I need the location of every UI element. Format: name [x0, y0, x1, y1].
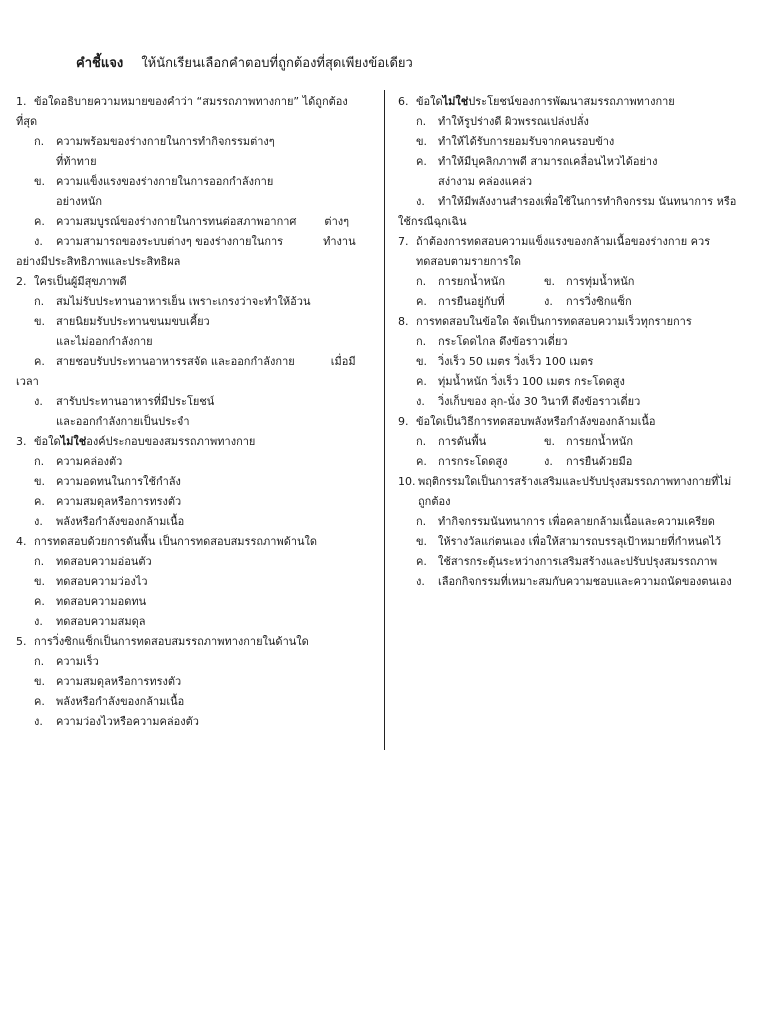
question-number: 5. [16, 635, 27, 648]
question-text: การทดสอบในข้อใด จัดเป็นการทดสอบความเร็วทุกรายการ [416, 315, 692, 328]
question-9 [398, 412, 760, 472]
question-8 [398, 312, 760, 412]
question-text: ใครเป็นผู้มีสุขภาพดี [34, 275, 127, 288]
question-number: 3. [16, 435, 27, 448]
option-row-cd [398, 452, 760, 472]
question-5 [16, 632, 372, 732]
option-a[interactable]: ก. ทดสอบความอ่อนตัว [34, 555, 152, 568]
question-text: ข้อใดเป็นวิธีการทดสอบพลังหรือกำลังของกล้ามเนื้อ [416, 415, 656, 428]
instructions-header [76, 52, 413, 73]
option-b[interactable]: ข. ความแข็งแรงของร่างกายในการออกกำลังกาย [34, 175, 274, 188]
question-number: 8. [398, 315, 409, 328]
option-d-cont: และออกกำลังกายเป็นประจำ [56, 415, 190, 428]
question-text: ข้อใดไม่ใช่องค์ประกอบของสมรรถภาพทางกาย [34, 435, 256, 448]
question-2 [16, 272, 372, 432]
option-c[interactable]: ค. การยืนอยู่กับที่ [416, 295, 505, 308]
question-text: ถ้าต้องการทดสอบความแข็งแรงของกล้ามเนื้อของร่างกาย ควร [416, 235, 711, 248]
option-c[interactable]: ค. ทำให้มีบุคลิกภาพดี สามารถเคลื่อนไหวได้อย่าง [416, 155, 658, 168]
option-row-cd [398, 292, 760, 312]
option-b[interactable]: ข. วิ่งเร็ว 50 เมตร วิ่งเร็ว 100 เมตร [416, 355, 594, 368]
option-a[interactable]: ก. ความพร้อมของร่างกายในการทำกิจกรรมต่างๆ [34, 135, 275, 148]
question-text: ข้อใดไม่ใช่ประโยชน์ของการพัฒนาสมรรถภาพทางกาย [416, 95, 675, 108]
option-d-cont: อย่างมีประสิทธิภาพและประสิทธิผล [16, 255, 181, 268]
option-b[interactable]: ข. ทดสอบความว่องไว [34, 575, 148, 588]
option-d[interactable]: ง. วิ่งเก็บของ ลุก-นั่ง 30 วินาที ดึงข้อราวเดี่ยว [416, 395, 641, 408]
option-b-cont: และไม่ออกกำลังกาย [56, 335, 153, 348]
option-b[interactable]: ข. การยกน้ำหนัก [544, 435, 633, 448]
option-a-cont: ที่ท้าทาย [56, 155, 97, 168]
question-7 [398, 232, 760, 312]
option-c[interactable]: ค. การกระโดดสูง [416, 455, 508, 468]
option-b[interactable]: ข. สายนิยมรับประทานขนมขบเคี้ยว [34, 315, 210, 328]
option-a[interactable]: ก. การดันพื้น [416, 435, 487, 448]
question-text-cont: ที่สุด [16, 115, 38, 128]
question-1 [16, 92, 372, 272]
option-d[interactable]: ง. ทำให้มีพลังงานสำรองเพื่อใช้ในการทำกิจกรรม นันทนาการ หรือ [416, 195, 737, 208]
option-b[interactable]: ข. ให้รางวัลแก่ตนเอง เพื่อให้สามารถบรรลุเป้าหมายที่กำหนดไว้ [416, 535, 722, 548]
question-4 [16, 532, 372, 632]
emphasis-not: ไม่ใช่ [442, 95, 469, 108]
option-d-cont: ใช้กรณีฉุกเฉิน [398, 215, 467, 228]
option-c[interactable]: ค. ใช้สารกระตุ้นระหว่างการเสริมสร้างและปรับปรุงสมรรถภาพ [416, 555, 718, 568]
option-d[interactable]: ง. ความว่องไวหรือความคล่องตัว [34, 715, 199, 728]
option-c[interactable]: ค. ทดสอบความอดทน [34, 595, 147, 608]
option-c[interactable]: ค. ความสมดุลหรือการทรงตัว [34, 495, 182, 508]
option-d[interactable]: ง. พลังหรือกำลังของกล้ามเนื้อ [34, 515, 185, 528]
question-number: 4. [16, 535, 27, 548]
option-a[interactable]: ก. การยกน้ำหนัก [416, 275, 505, 288]
option-c-cont: สง่างาม คล่องแคล่ว [438, 175, 532, 188]
option-d[interactable]: ง. ความสามารถของระบบต่างๆ ของร่างกายในการ ทำงาน [34, 235, 356, 248]
question-text: ข้อใดอธิบายความหมายของคำว่า “สมรรถภาพทางกาย” ได้ถูกต้อง [34, 95, 348, 108]
column-divider [384, 90, 385, 750]
left-column [16, 92, 372, 732]
question-number: 10. [398, 475, 416, 488]
question-text: การทดสอบด้วยการดันพื้น เป็นการทดสอบสมรรถภาพด้านใด [34, 535, 318, 548]
option-c[interactable]: ค. ทุ่มน้ำหนัก วิ่งเร็ว 100 เมตร กระโดดสูง [416, 375, 625, 388]
option-c-cont: เวลา [16, 375, 39, 388]
question-3 [16, 432, 372, 532]
instructions-label: คำชี้แจง [76, 56, 124, 71]
option-d[interactable]: ง. การยืนด้วยมือ [544, 455, 633, 468]
option-c[interactable]: ค. พลังหรือกำลังของกล้ามเนื้อ [34, 695, 185, 708]
question-number: 2. [16, 275, 27, 288]
question-10 [398, 472, 760, 592]
question-6 [398, 92, 760, 232]
question-text: การวิ่งซิกแซ็กเป็นการทดสอบสมรรถภาพทางกายในด้านใด [34, 635, 309, 648]
option-a[interactable]: ก. ความคล่องตัว [34, 455, 123, 468]
question-text-cont: ทดสอบตามรายการใด [416, 255, 522, 268]
question-text-cont: ถูกต้อง [418, 495, 451, 508]
option-a[interactable]: ก. กระโดดไกล ดึงข้อราวเดี่ยว [416, 335, 568, 348]
option-b[interactable]: ข. การทุ่มน้ำหนัก [544, 275, 635, 288]
option-d[interactable]: ง. เลือกกิจกรรมที่เหมาะสมกับความชอบและความถนัดของตนเอง [416, 575, 732, 588]
question-number: 6. [398, 95, 409, 108]
option-c[interactable]: ค. ความสมบูรณ์ของร่างกายในการทนต่อสภาพอากาศ ต่างๆ [34, 215, 350, 228]
option-b[interactable]: ข. ความอดทนในการใช้กำลัง [34, 475, 181, 488]
right-column [398, 92, 760, 592]
option-d[interactable]: ง. ทดสอบความสมดุล [34, 615, 146, 628]
option-a[interactable]: ก. ทำกิจกรรมนันทนาการ เพื่อคลายกล้ามเนื้อและความเครียด [416, 515, 715, 528]
option-b-cont: อย่างหนัก [56, 195, 103, 208]
question-number: 1. [16, 95, 27, 108]
option-c[interactable]: ค. สายชอบรับประทานอาหารรสจัด และออกกำลังกาย เมื่อมี [34, 355, 356, 368]
option-a[interactable]: ก. สมไม่รับประทานอาหารเย็น เพราะเกรงว่าจะทำให้อ้วน [34, 295, 311, 308]
option-b[interactable]: ข. ความสมดุลหรือการทรงตัว [34, 675, 182, 688]
option-d[interactable]: ง. สารับประทานอาหารที่มีประโยชน์ [34, 395, 215, 408]
option-row-ab [398, 272, 760, 292]
question-number: 7. [398, 235, 409, 248]
question-text: พฤติกรรมใดเป็นการสร้างเสริมและปรับปรุงสมรรถภาพทางกายที่ไม่ [418, 475, 732, 488]
emphasis-not: ไม่ใช่ [60, 435, 87, 448]
option-d[interactable]: ง. การวิ่งซิกแซ็ก [544, 295, 632, 308]
option-a[interactable]: ก. ทำให้รูปร่างดี ผิวพรรณเปล่งปลั่ง [416, 115, 589, 128]
instructions-text: ให้นักเรียนเลือกคำตอบที่ถูกต้องที่สุดเพียงข้อเดียว [141, 56, 413, 71]
question-number: 9. [398, 415, 409, 428]
option-b[interactable]: ข. ทำให้ได้รับการยอมรับจากคนรอบข้าง [416, 135, 615, 148]
option-row-ab [398, 432, 760, 452]
option-a[interactable]: ก. ความเร็ว [34, 655, 99, 668]
